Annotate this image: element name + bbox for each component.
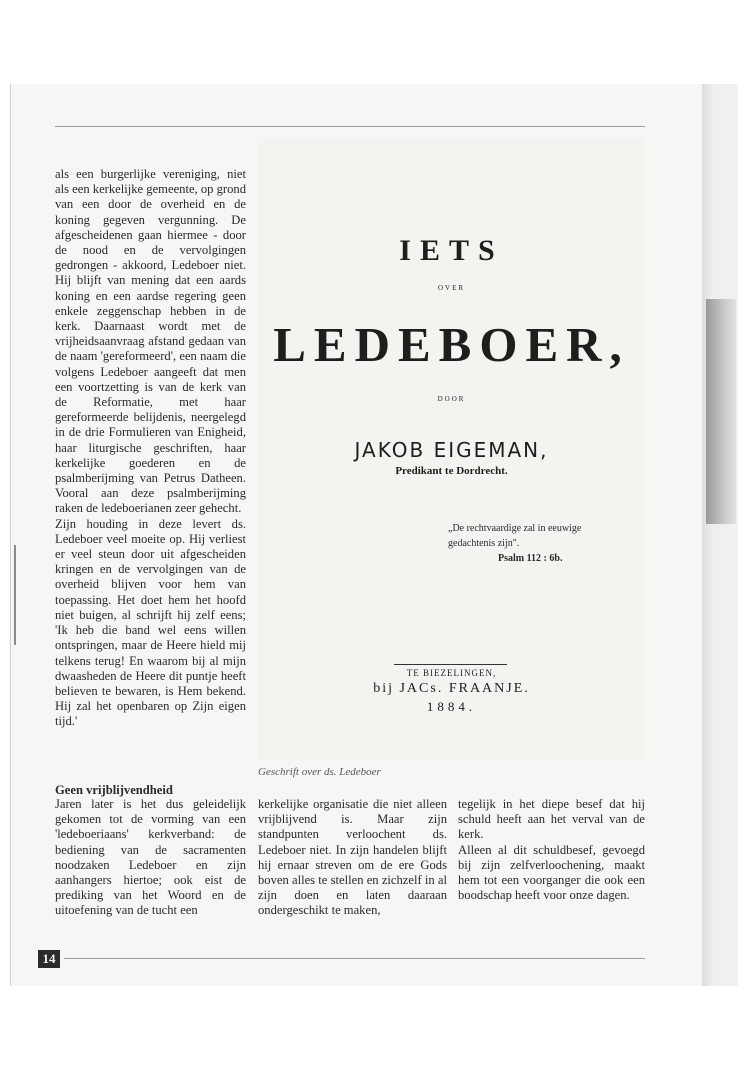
top-rule — [55, 126, 645, 127]
binding-mark — [14, 545, 16, 645]
left-column — [55, 167, 246, 730]
quote-line: „De rechtvaardige zal in eeuwige — [448, 523, 582, 534]
page-edge — [10, 84, 11, 986]
title-printer: bij JACs. FRAANJE. — [373, 681, 530, 696]
title-line-iets: IETS — [399, 234, 504, 267]
title-line-over: OVER — [437, 284, 466, 292]
section-heading: Geen vrijblijvendheid — [55, 783, 173, 797]
title-page-image — [258, 138, 645, 760]
paragraph: Jaren later is het dus geleidelijk gekomen tot de vorming van een 'ledeboeriaans' kerkverband: de bediening van de sacramenten noodzaken Ledeboer en zijn aanhangers hiertoe; ook eist de prediking van het Woord en de uitoefening van de tucht een — [55, 797, 246, 918]
title-line-ledeboer: LEDEBOER, — [273, 317, 630, 372]
quote-line: gedachtenis zijn". — [448, 538, 520, 549]
page-number: 14 — [38, 950, 60, 968]
title-rule — [394, 664, 507, 665]
paragraph: Alleen al dit schuldbesef, gevoegd bij zijn zelfverloochening, maakt hem tot een voorganger die ook een boodschap heeft voor onze dagen. — [458, 842, 645, 903]
title-year: 1884. — [426, 699, 477, 714]
bottom-column-2 — [258, 797, 447, 919]
edge-shadow — [706, 299, 736, 524]
bottom-rule — [64, 958, 645, 959]
title-role: Predikant te Dordrecht. — [395, 465, 508, 477]
title-line-door: DOOR — [437, 395, 466, 403]
paragraph: als een burgerlijke vereniging, niet als een kerkelijke gemeente, op grond van een door de overheid en de koning gegeven vergunning. De afgescheidenen gaan hiermee - door de nood en de vervolgingen gedrongen - akkoord, Ledeboer niet. Hij blijft van mening dat een aards koning en een aardse regering geen enkele zeggenschap hebben in de kerk. Daarnaast wordt met de vrijheidsaanvraag afstand gedaan van de naam 'gereformeerd', een naam die volgens Ledeboer aangeeft dat men een voortzetting is van de kerk van de Reformatie, met haar gereformeerde belijdenis, neergelegd in de drie Formulieren van Enigheid, haar liturgische geschriften, haar kerkelijke goederen en de psalmberijming van Petrus Datheen. Vooral aan deze psalmberijming raken de ledeboerianen zeer gehecht. — [55, 167, 246, 516]
bottom-column-3 — [458, 797, 645, 903]
title-place: TE BIEZELINGEN, — [406, 668, 497, 678]
paragraph: kerkelijke organisatie die niet alleen vrijblijvend is. Maar zijn standpunten verloochent ds. Ledeboer niet. In zijn handelen blijft hij ernaar streven om de ere Gods boven alles te stellen en zichzelf in al zijn doen en laten daaraan ondergeschikt te maken, — [258, 797, 447, 918]
paragraph: Zijn houding in deze levert ds. Ledeboer veel moeite op. Hij verliest er veel steun door uit afgescheiden kringen en de vervolgingen van de overheid blijven voor hem van toepassing. Het doet hem het hoofd niet buigen, al schrijft hij zelf eens; 'Ik heb die band wel eens willen ontspringen, maar de Heere hield mij telkens terug! En waarom bij al mijn dwaasheden de Heere dit puntje heeft believen te bewaren, is Hem bekend. Hij zal het openbaren op Zijn eigen tijd.' — [55, 516, 246, 729]
paragraph: tegelijk in het diepe besef dat hij schuld heeft aan het verval van de kerk. — [458, 797, 645, 842]
bottom-column-1 — [55, 797, 246, 919]
image-caption: Geschrift over ds. Ledeboer — [258, 766, 381, 778]
title-author: JAKOB EIGEMAN, — [354, 438, 549, 462]
quote-reference: Psalm 112 : 6b. — [498, 553, 563, 564]
title-quote — [448, 521, 581, 566]
next-page-edge — [702, 84, 738, 986]
